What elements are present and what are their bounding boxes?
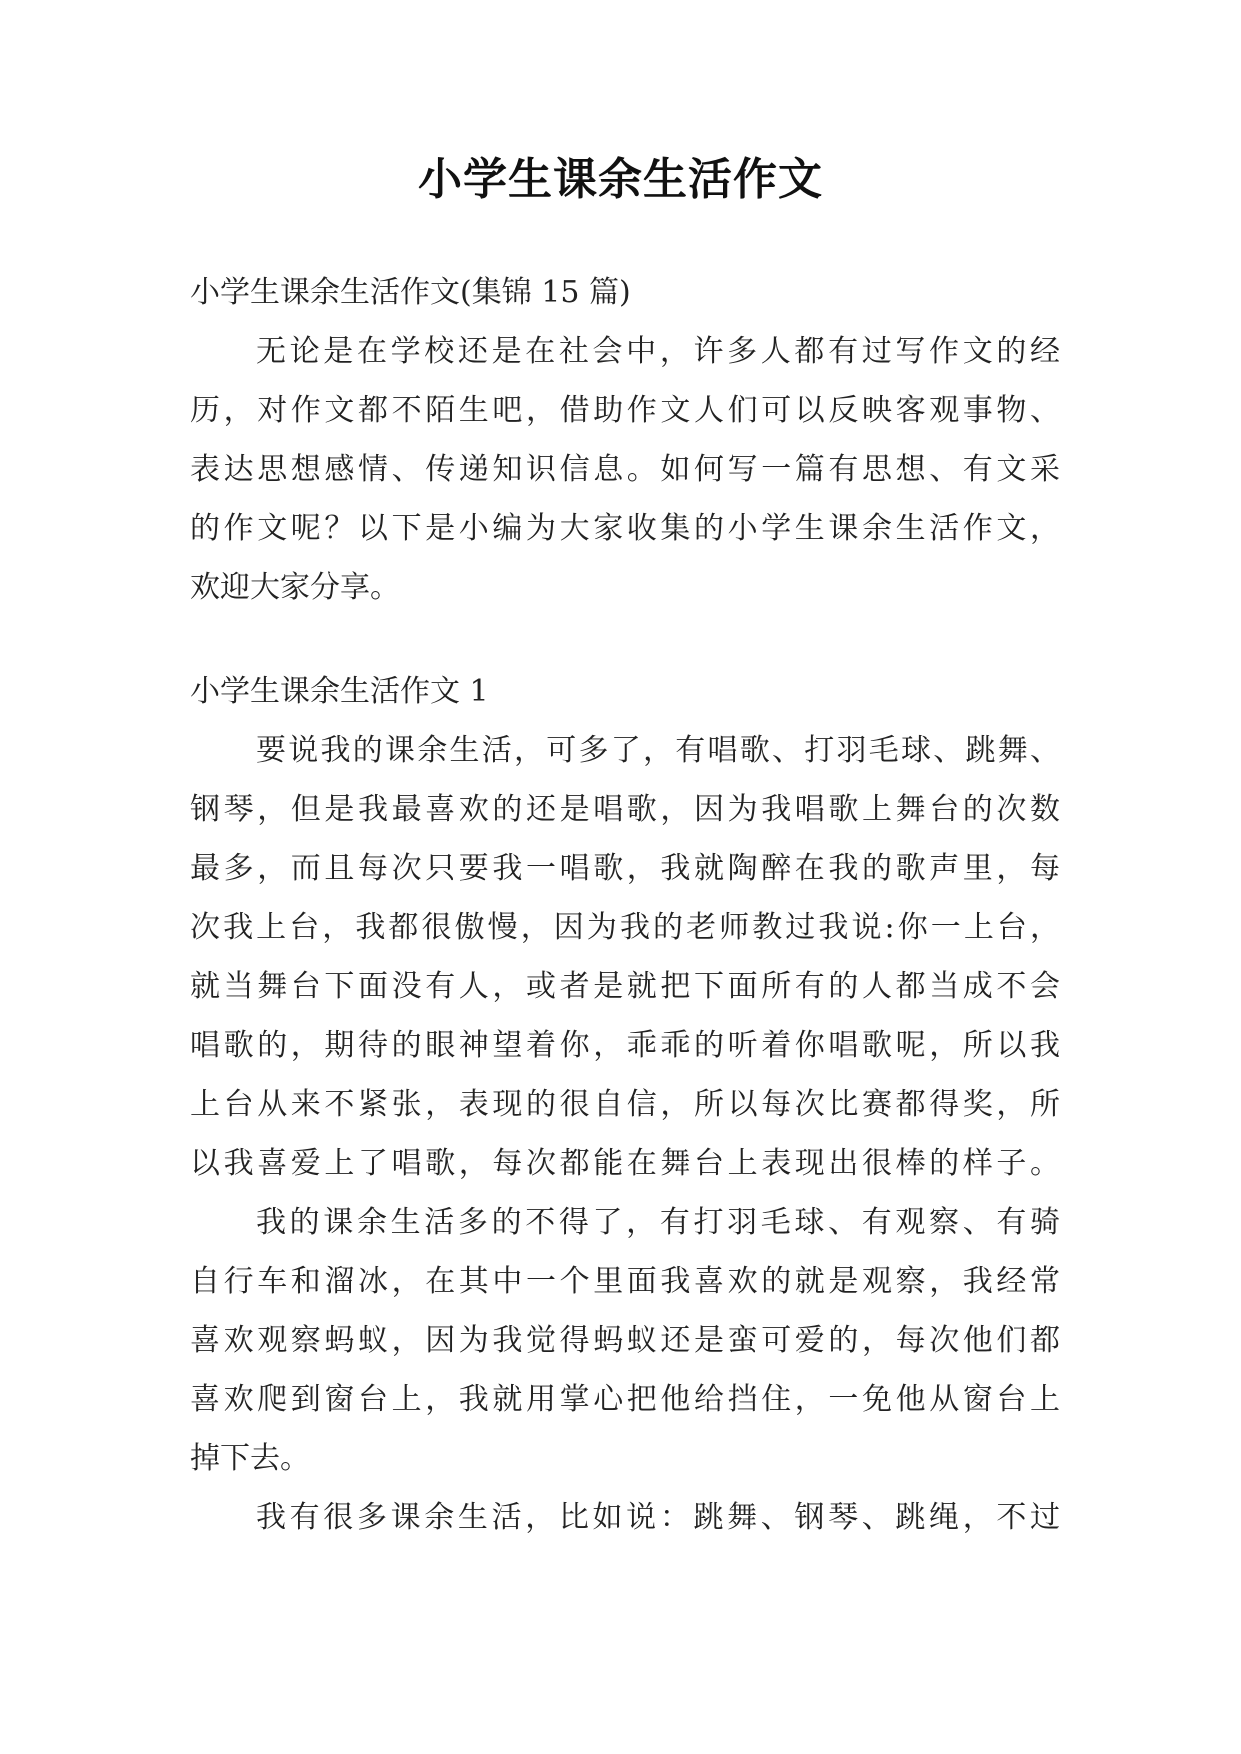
paragraph-line: 次我上台，我都很傲慢，因为我的老师教过我说:你一上台， <box>190 910 1060 945</box>
paragraph-line: 要说我的课余生活，可多了，有唱歌、打羽毛球、跳舞、 <box>256 733 1060 768</box>
paragraph-line: 唱歌的，期待的眼神望着你，乖乖的听着你唱歌呢，所以我 <box>190 1028 1060 1063</box>
paragraph-line: 自行车和溜冰，在其中一个里面我喜欢的就是观察，我经常 <box>190 1264 1060 1299</box>
document-body <box>190 263 1060 1547</box>
paragraph-line: 以我喜爱上了唱歌，每次都能在舞台上表现出很棒的样子。 <box>190 1146 1060 1181</box>
intro-line: 表达思想感情、传递知识信息。如何写一篇有思想、有文采 <box>190 452 1060 487</box>
section-gap <box>190 617 1060 662</box>
document-subtitle: 小学生课余生活作文(集锦 15 篇) <box>190 275 631 310</box>
intro-line: 欢迎大家分享。 <box>190 570 400 605</box>
intro-line: 历，对作文都不陌生吧，借助作文人们可以反映客观事物、 <box>190 393 1060 428</box>
paragraph-line: 喜欢爬到窗台上，我就用掌心把他给挡住，一免他从窗台上 <box>190 1382 1060 1417</box>
document-title: 小学生课余生活作文 <box>418 154 823 205</box>
paragraph-line: 最多，而且每次只要我一唱歌，我就陶醉在我的歌声里，每 <box>190 851 1060 886</box>
paragraph-line: 钢琴，但是我最喜欢的还是唱歌，因为我唱歌上舞台的次数 <box>190 792 1060 827</box>
paragraph-line: 喜欢观察蚂蚁，因为我觉得蚂蚁还是蛮可爱的，每次他们都 <box>190 1323 1060 1358</box>
paragraph-line: 我的课余生活多的不得了，有打羽毛球、有观察、有骑 <box>256 1205 1060 1240</box>
intro-line: 无论是在学校还是在社会中，许多人都有过写作文的经 <box>256 334 1060 369</box>
paragraph-line: 就当舞台下面没有人，或者是就把下面所有的人都当成不会 <box>190 969 1060 1004</box>
intro-line: 的作文呢？以下是小编为大家收集的小学生课余生活作文， <box>190 511 1060 546</box>
paragraph-line: 我有很多课余生活，比如说：跳舞、钢琴、跳绳，不过 <box>256 1500 1060 1535</box>
section-heading: 小学生课余生活作文 1 <box>190 674 489 709</box>
paragraph-line: 掉下去。 <box>190 1441 310 1476</box>
paragraph-line: 上台从来不紧张，表现的很自信，所以每次比赛都得奖，所 <box>190 1087 1060 1122</box>
